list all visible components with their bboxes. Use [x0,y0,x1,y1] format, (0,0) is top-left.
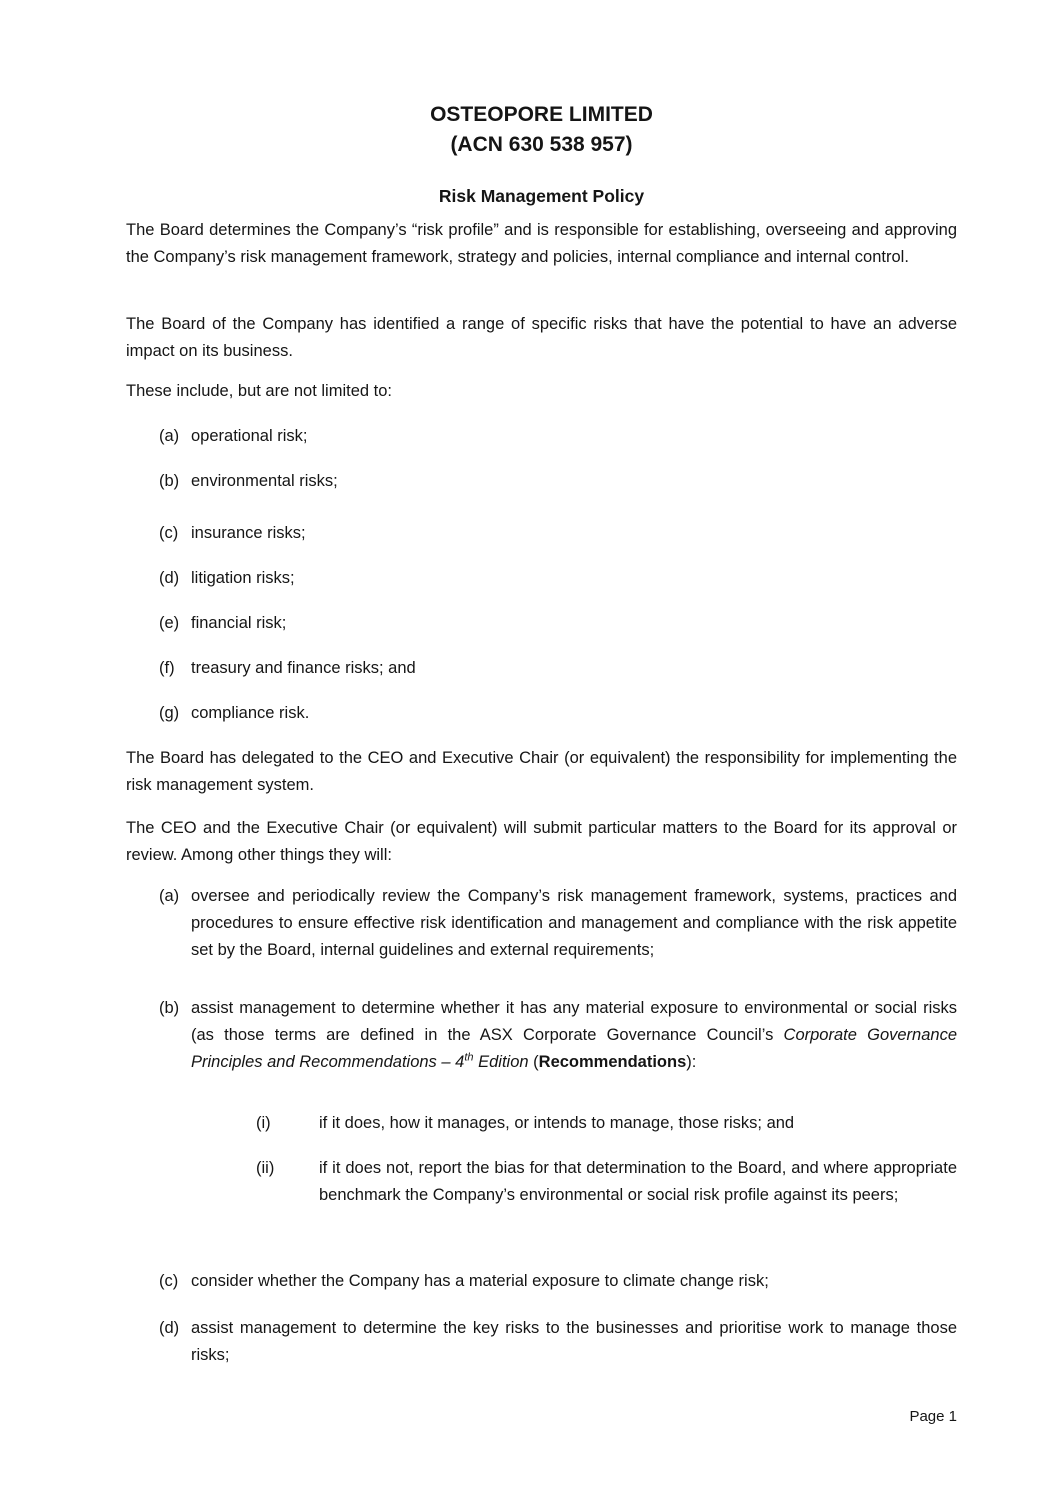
duty-item-d [126,1315,957,1369]
list-item-label: (d) [159,569,180,587]
risk-list-item [126,565,957,592]
duty-b-superscript: th [464,1051,474,1064]
duty-b-text-start: assist management to determine whether it has any material exposure to environmental or social risks (as those terms are defined in the ASX Corporate Governance Council’s [191,999,957,1044]
list-item-text: consider whether the Company has a material exposure to climate change risk; [191,1272,769,1290]
list-item-label: (b) [159,999,180,1017]
paragraph-board-identified: The Board of the Company has identified a range of specific risks that have the potential to have an adverse impact on its business. [126,315,957,360]
risk-list-item [126,610,957,637]
risk-list-item [126,655,957,682]
list-item-label: (ii) [256,1159,275,1177]
list-item-text: treasury and finance risks; and [191,659,416,677]
list-item-text: litigation risks; [191,569,295,587]
list-item-text: environmental risks; [191,472,338,490]
list-item-label: (g) [159,704,180,722]
list-item-text: insurance risks; [191,524,306,542]
duty-b-text-open: ( [528,1053,539,1071]
list-item-text [191,995,957,1076]
doc-subtitle: Risk Management Policy [438,186,645,206]
duty-item-a [126,883,957,964]
list-item-text: compliance risk. [191,704,310,722]
doc-title [126,100,957,160]
list-item-label: (a) [159,887,180,905]
risk-list-item [126,423,957,450]
list-item-text: assist management to determine the key risks to the businesses and prioritise work to manage those risks; [191,1319,957,1364]
paragraph-board-delegated: The Board has delegated to the CEO and Executive Chair (or equivalent) the responsibility for implementing the risk management system. [126,749,957,794]
list-item-label: (i) [256,1114,271,1132]
list-item-label: (b) [159,472,180,490]
list-item-label: (a) [159,427,180,445]
risk-list-item [126,700,957,727]
duty-b-italic-title: Corporate Governance Principles and Recommendations – 4 [191,1026,957,1071]
company-acn: (ACN 630 538 957) [450,133,633,156]
paragraph-ceo-submit: The CEO and the Executive Chair (or equivalent) will submit particular matters to the Board for its approval or review. Among other things they will: [126,819,957,864]
risk-list-item [126,468,957,495]
list-item-text: if it does not, report the bias for that determination to the Board, and where appropriate benchmark the Company’s environmental or social risk profile against its peers; [319,1159,957,1204]
paragraph-board-determines: The Board determines the Company’s “risk profile” and is responsible for establishing, overseeing and approving the Company’s risk management framework, strategy and policies, internal compliance and internal control. [126,221,957,266]
duty-sub-item-ii [126,1155,957,1209]
duty-item-c [126,1268,957,1295]
list-item-label: (c) [159,1272,179,1290]
risk-list-item [126,520,957,547]
company-name: OSTEOPORE LIMITED [430,103,653,126]
duty-sub-item-i [126,1110,957,1137]
list-item-text: financial risk; [191,614,287,632]
duty-item-b [126,995,957,1076]
footer-page-number: Page 1 [909,1408,957,1425]
list-item-text: if it does, how it manages, or intends to manage, those risks; and [319,1114,795,1132]
duty-b-italic-edition: Edition [473,1053,529,1071]
list-item-label: (f) [159,659,175,677]
list-item-label: (c) [159,524,179,542]
list-item-text: oversee and periodically review the Company’s risk management framework, systems, practices and procedures to ensure effective risk identification and management and compliance with the risk appetite set by the Board, internal guidelines and external requirements; [191,887,957,959]
list-item-label: (d) [159,1319,180,1337]
list-item-label: (e) [159,614,180,632]
duty-b-bold-term: Recommendations [538,1053,687,1071]
paragraph-these-include: These include, but are not limited to: [126,382,392,400]
list-item-text: operational risk; [191,427,308,445]
duty-b-text-end: ): [686,1053,697,1071]
